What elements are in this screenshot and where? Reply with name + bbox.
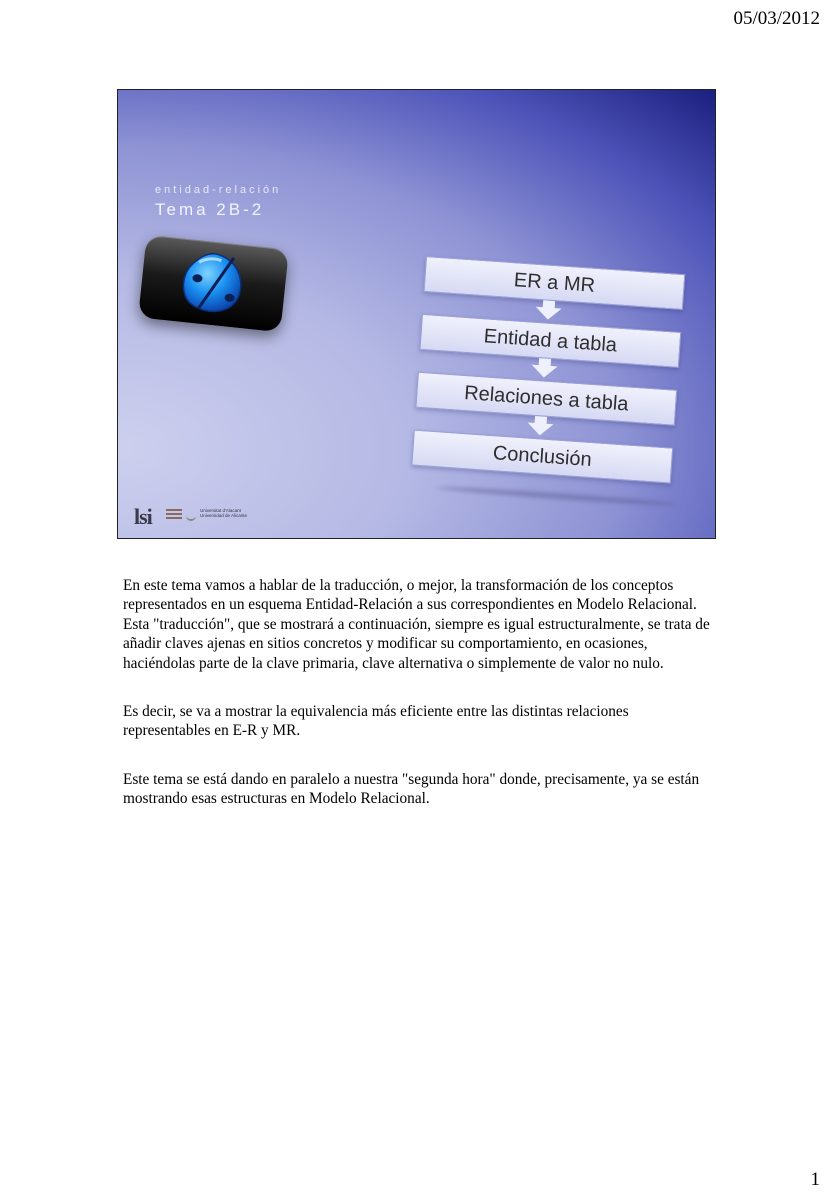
- slide-thumbnail: [117, 89, 716, 539]
- lsi-logo: lsi: [134, 504, 152, 529]
- slide-title: Tema 2B-2: [155, 200, 265, 219]
- slide-subtitle: entidad-relación: [155, 184, 282, 196]
- lsi-stripes: [166, 509, 182, 521]
- step-entidad-a-tabla: Entidad a tabla: [419, 314, 681, 368]
- step-relaciones-a-tabla: Relaciones a tabla: [415, 372, 677, 426]
- step-flow: [409, 256, 690, 524]
- step-er-a-mr: ER a MR: [423, 256, 685, 310]
- page-number: 1: [810, 1169, 820, 1190]
- print-date: 05/03/2012: [733, 8, 820, 29]
- university-emblem-icon: [186, 512, 196, 521]
- speaker-notes: [123, 576, 713, 838]
- blue-leaf-icon: [176, 247, 253, 322]
- course-logo: [138, 235, 289, 332]
- notes-paragraph: En este tema vamos a hablar de la traducción, o mejor, la transformación de los conceptos representados en un esquema Entidad-Relación a sus correspondientes en Modelo Relacional. Esta "traducción", que se mostrará a continuación, siempre es igual estructuralmente, se trata de añadir claves ajenas en sitios concretos y modificar su comportamiento, en ocasiones, haciéndolas parte de la clave primaria, clave alternativa o simplemente de valor no nulo.: [123, 577, 710, 672]
- notes-paragraph: Este tema se está dando en paralelo a nuestra "segunda hora" donde, precisamente, ya se están mostrando esas estructuras en Modelo Relacional.: [123, 770, 700, 808]
- notes-paragraph: Es decir, se va a mostrar la equivalencia más eficiente entre las distintas relaciones representables en E-R y MR.: [123, 703, 629, 740]
- down-arrow-icon: [535, 307, 562, 321]
- step-conclusion: Conclusión: [411, 430, 673, 484]
- university-name: Universitat d'Alacant Universidad de Alicante: [200, 508, 248, 518]
- down-arrow-icon: [531, 365, 558, 379]
- down-arrow-icon: [527, 422, 554, 436]
